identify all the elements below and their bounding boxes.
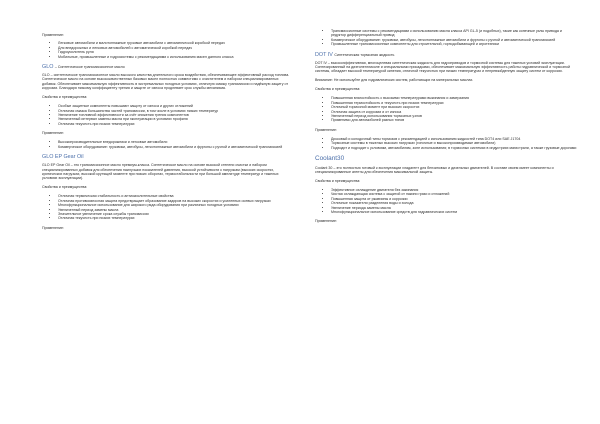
list-item: • Особые защитные компоненты повышают защиту от износа и других отложений — [58, 104, 290, 108]
list-item: • Эффективное охлаждение двигателя без закипания — [331, 188, 577, 192]
glo-title: GLO — [42, 64, 54, 71]
coolant-advantages-label: Свойства и преимущества: — [315, 178, 361, 183]
list-item: • Отличная противоизносная защита предотвращает образование задиров на высоких скоростях и усиленных осевых нагрузках — [58, 199, 290, 203]
list-item: • Отличная смазка большинства частей трансмиссии, в том числе в условиях низких температур — [58, 109, 290, 113]
top-application-list — [42, 41, 290, 59]
dot-advantages-list — [315, 96, 577, 122]
list-item: • Дисковый и колодочный типы тормозов с рекомендацией к использованию жидкостей типа DOT4 или SAE J1704 — [331, 137, 577, 141]
glo-heading — [42, 64, 290, 70]
glo-ep-description: GLO EP Gear Oil – это трансмиссионное масло премиум-класса. Синтетическое масло на основе высокой степени очистки и набором специализированных добавок для обеспечения наилучших показателей давления, высокой устойчивости к нагрузкам (высоких скоростях, критических нагрузках, высокой крутящей моменте при низких оборотах, термостабильности при большой амплитуде температур и тяжелых условиях эксплуатации). — [42, 163, 279, 181]
dot-subtitle: Синтетическая тормозная жидкость — [334, 52, 395, 57]
list-item: • Увеличение топливной эффективности за счёт снижения трения компонентов — [58, 113, 290, 117]
list-item: • Тормозные системы в тяжелых высоких нагрузках (гоночные и высокопроизводимые автомобили) — [331, 141, 577, 145]
list-item: • Повышенная защита от ржавчины и коррозии — [331, 197, 577, 201]
list-item: • Применимо для автомобилей разных типов — [331, 118, 577, 122]
glo-description: GLO – синтетическое трансмиссионное масло высокого качества длительного срока воздействия, обеспечивающее эффективный расход топлива. Синтетическое масло на основе высококачественных базовых масел полностью совместимо с очистителем и набором специализированных добавок. Обеспечивает максимальную эффективность в экстремальных погодных условиях, отличную смазку трансмиссии и надёжную защиту от коррозии. Благодаря низкому коэффициенту трения и защите от износа продлевает срок службы механизма. — [42, 73, 290, 91]
list-item: • Промышленные трансмиссионные компоненты для строительной, горнодобывающей и агротехники — [331, 42, 577, 46]
glo-application-label: Применение: — [42, 131, 65, 136]
dot-application-list — [315, 137, 577, 150]
glo-application-list — [42, 140, 290, 149]
coolant-section — [315, 155, 577, 224]
list-item: • Отличная термическая стабильность и антиокислительные свойства — [58, 194, 290, 198]
top-application-label: Применение: — [42, 33, 65, 37]
right-top-list — [315, 29, 577, 47]
dot-advantages-label: Свойства и преимущества: — [315, 87, 361, 92]
list-item: • Коммерческое оборудование: грузовики, автобусы, легкотоннажные автомобили и фургоны с ручной и автоматической трансмиссией — [331, 38, 577, 42]
list-item: • Высокопроизводительные внедорожники и легковые автомобили — [58, 140, 290, 144]
list-item: • Отличная текучесть при низких температурах — [58, 216, 290, 220]
glo-subtitle: – Синтетическое трансмиссионное масло — [54, 65, 125, 70]
list-item: • Гидроусилитель руля — [58, 50, 290, 54]
glo-ep-advantages-list — [42, 194, 290, 220]
list-item: • Отличная защита от коррозии и от износа — [331, 110, 577, 114]
list-item: • Трансмиссионные системы с рекомендациями к использованию масла класса API GL-5 (и подобных), такие как конечные узлы привода и редуктор дифференциальный привод — [331, 29, 577, 38]
coolant-description: Coolant 30 – это полностью готовый к эксплуатации хладагент для бензиновых и дизельных двигателей. В составе своем имеет компоненты и специализированные агенты для обеспечения максимальной защиты. — [315, 165, 554, 174]
dot-heading — [315, 52, 577, 58]
dot-note: Внимание: Не используйте для гидравлических систем, работающих на минеральных маслах. — [315, 78, 474, 83]
glo-ep-section — [42, 154, 290, 230]
glo-ep-title: GLO EP Gear Oil — [42, 154, 84, 161]
dot-section — [315, 52, 577, 150]
right-column — [315, 29, 577, 229]
dot-description: DOT IV – высокоэффективная, многоцелевая синтетическая жидкость для гидроприводов и тормозной системы для тяжелых условий эксплуатации. Синтезированный на диэтиленгликоле и специальными присадками, обеспечивает максимальную эффективность работы гидравлической и тормозной системы, обладает высокой температурой кипения, отличной текучестью при низких температурах и непревзойденную защиту систем от коррозии. — [315, 60, 570, 74]
list-item: • Значительное увеличение срока службы трансмиссии — [58, 212, 290, 216]
list-item: • Отличный тормозной момент при высоких скоростях — [331, 105, 577, 109]
left-column — [42, 33, 290, 235]
list-item: • Для внедорожных и легковых автомобилей с автоматической коробкой передач — [58, 46, 290, 50]
glo-advantages-label: Свойства и преимущества: — [42, 95, 88, 100]
coolant-advantages-list — [315, 188, 577, 214]
list-item: • Увеличенный период использования тормозных узлов — [331, 114, 577, 118]
list-item: • Увеличенный интервал замены масла при эксплуатации в условиях профиля — [58, 117, 290, 121]
list-item: • Легковые автомобили и малотоннажные грузовые автомобили с автоматической коробкой передач — [58, 41, 290, 45]
glo-ep-advantages-label: Свойства и преимущества: — [42, 185, 88, 190]
dot-application-label: Применение: — [315, 127, 338, 132]
list-item: • Многофункциональное использование средств для гидравлических систем — [331, 210, 577, 214]
list-item: • Чистая охлаждающая система с защитой от накипи грязи и отложений — [331, 192, 577, 196]
list-item: • Мобильные, промышленные и гидросистемы с рекомендациями к использованию масел данного класса — [58, 55, 290, 59]
list-item: • Многофункциональное использование для широкого ряда оборудования при различных погодных условиях — [58, 203, 290, 207]
list-item: • Подходит и подходит к условиям, автомобилям, зоне использования; в тормозных системах в индустриях магистрали, а также грузовые дорогами — [331, 146, 577, 150]
list-item: • Коммерческое оборудование: грузовики, автобусы, легкотоннажные автомобили и фургоны с ручной и автоматической трансмиссией — [58, 145, 290, 149]
dot-title: DOT IV — [315, 51, 333, 58]
glo-section — [42, 64, 290, 149]
coolant-application-label: Применение: — [315, 219, 338, 224]
glo-ep-application-label: Применение: — [42, 225, 65, 230]
coolant-title: Coolant30 — [315, 155, 345, 163]
list-item: • Отличные показатели разделения воды и холода — [331, 201, 577, 205]
glo-advantages-list — [42, 104, 290, 126]
list-item: • Отличная текучесть при низких температурах — [58, 122, 290, 126]
list-item: • Увеличенный период замены масла — [58, 208, 290, 212]
list-item: • Повышенная термостойкость и текучесть при низких температурах — [331, 101, 577, 105]
list-item: • Увеличение периода замены масла — [331, 206, 577, 210]
list-item: • Повышенная влагостойкость с высокими температурами выкипания и замерзания — [331, 96, 577, 100]
